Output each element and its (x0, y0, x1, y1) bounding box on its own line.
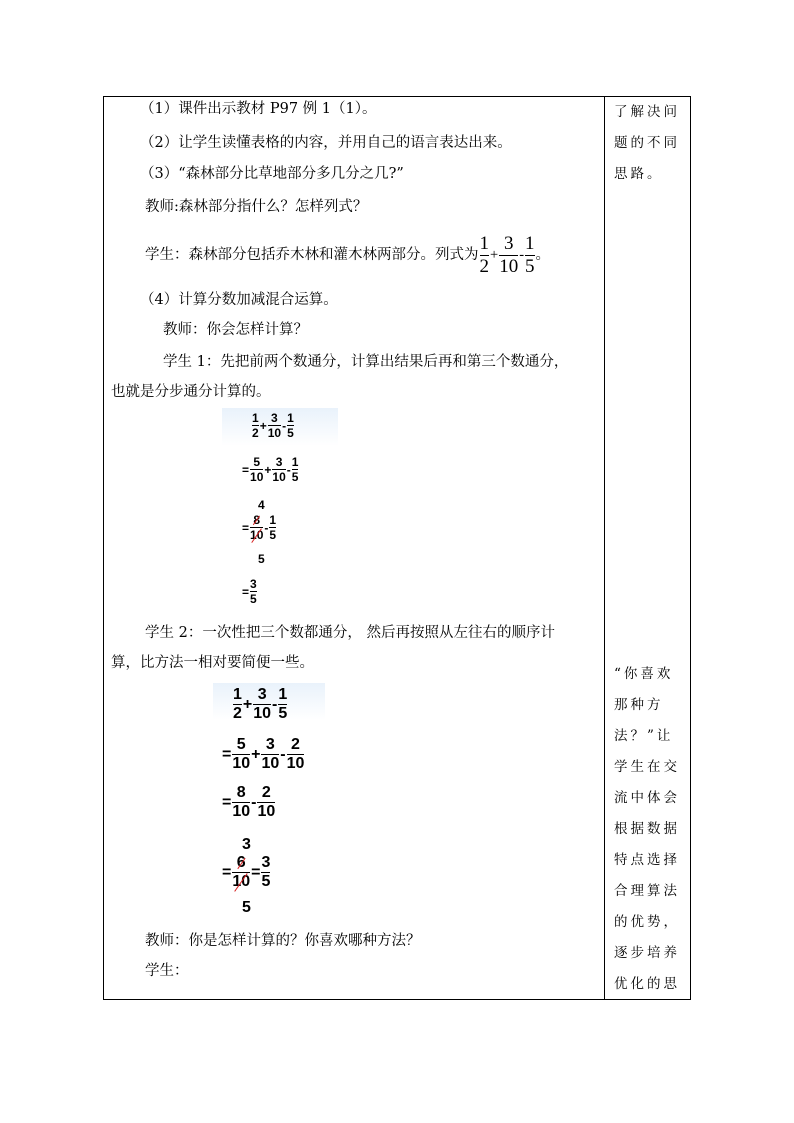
student-answer-1 (145, 230, 550, 280)
student-response: 学生： (145, 963, 189, 979)
design-note-2 (614, 659, 680, 1000)
step-2: （2）让学生读懂表格的内容，并用自己的语言表达出来。 (140, 135, 512, 151)
step-3: （3）“森林部分比草地部分多几分之几?” (140, 166, 404, 182)
design-note-2-line: 学生在交 (614, 759, 680, 775)
student-answer-1-end: 。 (535, 247, 551, 263)
design-note-2-line: 特点选择 (614, 852, 680, 868)
design-note-1: 了解决问 题的不同 思路。 (614, 104, 680, 182)
design-note-2-line: 合理算法 (614, 883, 680, 899)
student-answer-1-text: 学生：森林部分包括乔木林和灌木林两部分。列式为 (145, 247, 479, 263)
teacher-question-1: 教师:森林部分指什么？怎样列式？ (145, 199, 368, 215)
fraction-half: $\frac{1}{2}$ (479, 232, 489, 277)
design-note-2-line: 逐步培养 (614, 945, 680, 961)
step-4: （4）计算分数加减混合运算。 (140, 292, 338, 308)
design-note-2-line: 的优势， (614, 914, 680, 930)
student-2-method-cont: 算，比方法一相对要简便一些。 (111, 655, 314, 671)
minus-sign: - (519, 247, 525, 263)
step-1: （1）课件出示教材 P97 例 1（1）。 (140, 101, 377, 117)
method-2-calculation: 1 2 + 3 10 - 1 5 = 5 10 + 3 10 - 2 10 = 8 10 - 2 10 3 = 6 10 = 3 5 5 (222, 686, 305, 916)
teacher-question-2: 教师：你会怎样计算？ (163, 322, 308, 338)
design-note-2-line: “你喜欢 (614, 666, 674, 682)
design-note-2-line: 优化的思 (614, 976, 680, 992)
design-note-2-line: 根据数据 (614, 821, 680, 837)
method-1-calculation: 1 2 + 3 10 - 1 5 = 5 10 + 3 10 - 1 5 4 = 8 10 - 1 5 5 = 3 5 (242, 411, 299, 606)
fraction-three-tenths: $\frac{3}{10}$ (499, 232, 519, 277)
plus-sign: + (490, 247, 499, 263)
teacher-question-3: 教师：你是怎样计算的？你喜欢哪种方法？ (145, 933, 421, 949)
design-note-2-line: 法？”让 (614, 728, 674, 744)
column-divider (604, 96, 605, 1000)
fraction-one-fifth: $\frac{1}{5}$ (525, 232, 535, 277)
design-note-2-line: 那种方 (614, 697, 664, 713)
student-1-method-cont: 也就是分步通分计算的。 (111, 384, 271, 400)
student-2-method: 学生 2：一次性把三个数都通分， 然后再按照从左往右的顺序计 (145, 625, 555, 641)
student-1-method: 学生 1：先把前两个数通分，计算出结果后再和第三个数通分， (163, 354, 569, 370)
design-note-2-line: 流中体会 (614, 790, 680, 806)
